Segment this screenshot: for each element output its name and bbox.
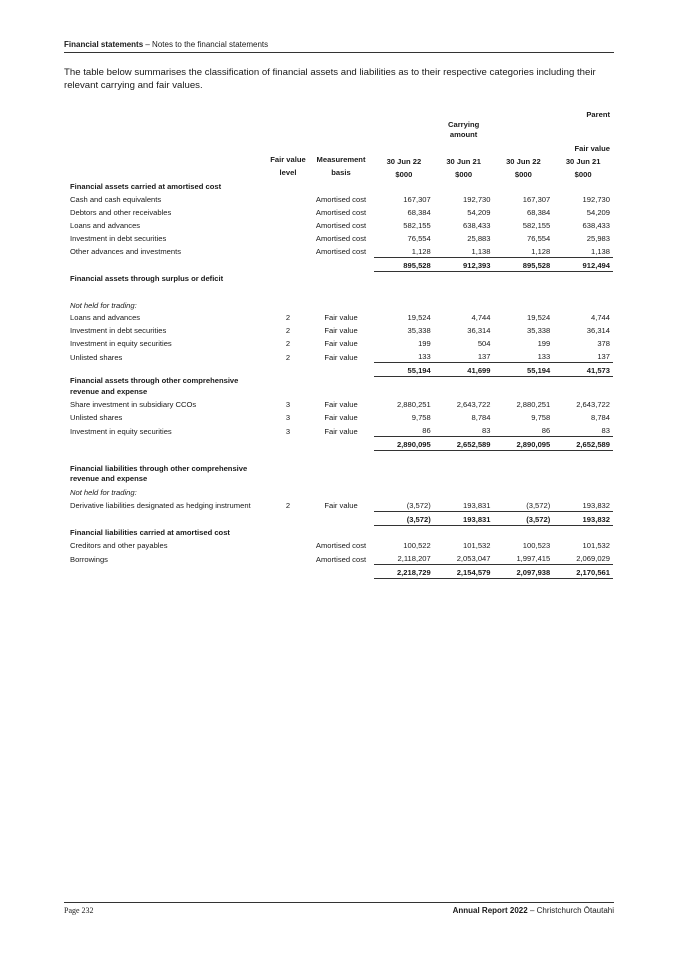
row-value: 35,338	[527, 326, 551, 336]
row-value: 167,307	[522, 195, 551, 205]
row-value: 2,643,722	[456, 400, 491, 410]
row-value: 54,209	[467, 208, 491, 218]
row-label: Investment in debt securities	[70, 326, 167, 336]
fair-value-level: 2	[285, 352, 291, 362]
spacer-row	[70, 451, 613, 464]
empty-cell	[268, 298, 308, 311]
row-value: 101,532	[463, 541, 491, 551]
fair-value-level: 3	[285, 413, 291, 423]
section-heading: Financial liabilities through other comprehensive revenue and expense	[70, 463, 248, 484]
row-value: 2,118,207	[397, 554, 431, 564]
spacer-cell	[70, 451, 613, 464]
row-value: 1,138	[590, 246, 610, 256]
table-body	[70, 180, 613, 579]
section-heading: Financial liabilities carried at amortised cost	[70, 527, 230, 537]
row-value: 192,730	[463, 195, 491, 205]
measurement-basis: Amortised cost	[315, 195, 367, 205]
row-value: 25,883	[467, 234, 491, 244]
empty-cell	[553, 180, 613, 193]
carrying-amount-header: Carrying amount	[448, 119, 480, 140]
row-value: 1,128	[411, 246, 431, 256]
row-label: Derivative liabilities designated as hedging instrument	[70, 500, 251, 510]
subtotal-value: 2,890,095	[494, 437, 554, 451]
measurement-basis: Fair value	[324, 413, 358, 423]
fair-value-level: 2	[285, 501, 291, 511]
fair-value-level	[268, 551, 308, 564]
empty-cell	[70, 437, 268, 451]
empty-cell	[308, 525, 374, 538]
row-value: 133	[537, 352, 551, 362]
fair-value-level	[268, 218, 308, 231]
row-value: 9,758	[411, 413, 431, 423]
spacer-row	[70, 285, 613, 298]
empty-cell	[434, 271, 494, 284]
section-heading-row	[70, 464, 613, 485]
table-row	[70, 231, 613, 244]
table-row	[70, 410, 613, 423]
row-value: 2,880,251	[516, 400, 551, 410]
empty-cell	[374, 376, 434, 397]
row-value: 137	[597, 352, 610, 362]
empty-cell	[494, 180, 554, 193]
measurement-basis: Fair value	[324, 426, 358, 436]
fair-value-level: 3	[285, 400, 291, 410]
row-value: 35,338	[407, 326, 431, 336]
fair-value-level	[268, 538, 308, 551]
measurement-basis: Amortised cost	[315, 234, 367, 244]
measurement-basis: Fair value	[324, 352, 358, 362]
measurement-basis: Fair value	[324, 339, 358, 349]
measurement-basis: Fair value	[324, 400, 358, 410]
fair-value-level: 2	[285, 339, 291, 349]
subtotal-value: (3,572)	[494, 511, 554, 525]
row-value: 137	[477, 352, 491, 362]
empty-cell	[268, 485, 308, 498]
subtotal-value: 912,494	[553, 257, 613, 271]
row-label: Share investment in subsidiary CCOs	[70, 400, 197, 410]
footer-report	[453, 906, 614, 915]
intro-paragraph: The table below summarises the classification of financial assets and liabilities as to their respective categories including their relevant carrying and fair values.	[64, 67, 596, 91]
row-value: 193,832	[582, 500, 610, 510]
measurement-basis: Fair value	[324, 326, 358, 336]
empty-cell	[268, 437, 308, 451]
section-heading: Financial assets through surplus or deficit	[70, 274, 224, 284]
section-heading-row	[70, 525, 613, 538]
empty-cell	[374, 525, 434, 538]
measurement-basis: Amortised cost	[315, 554, 367, 564]
empty-cell	[553, 464, 613, 485]
empty-cell	[434, 485, 494, 498]
fair-value-level	[268, 231, 308, 244]
empty-cell	[268, 565, 308, 579]
empty-cell	[374, 271, 434, 284]
row-value: 4,744	[471, 313, 491, 323]
subtotal-value: 41,699	[434, 363, 494, 377]
measurement-basis: Amortised cost	[315, 221, 367, 231]
row-value: 8,784	[471, 413, 491, 423]
empty-cell	[553, 271, 613, 284]
measurement-basis: Fair value	[324, 501, 358, 511]
row-value: 25,983	[586, 234, 610, 244]
empty-cell	[70, 257, 268, 271]
row-value: 8,784	[590, 413, 610, 423]
row-value: (3,572)	[406, 500, 431, 510]
row-value: 638,433	[463, 221, 491, 231]
table-row	[70, 192, 613, 205]
empty-cell	[70, 363, 268, 377]
row-label: Investment in equity securities	[70, 339, 172, 349]
empty-cell	[553, 485, 613, 498]
date-header-2: 30 Jun 21	[446, 156, 481, 166]
row-value: 582,155	[522, 221, 551, 231]
page-number: Page 232	[64, 906, 94, 915]
empty-cell	[268, 464, 308, 485]
empty-cell	[494, 485, 554, 498]
empty-cell	[434, 180, 494, 193]
row-label: Cash and cash equivalents	[70, 195, 162, 205]
subtotal-value: 912,393	[434, 257, 494, 271]
row-value: 199	[537, 339, 551, 349]
row-value: 76,554	[407, 234, 431, 244]
section-heading: Financial assets carried at amortised cost	[70, 181, 222, 191]
subtotal-value: 41,573	[553, 363, 613, 377]
subheading: Not held for trading:	[70, 300, 137, 310]
empty-cell	[374, 485, 434, 498]
table-row	[70, 205, 613, 218]
empty-cell	[268, 511, 308, 525]
empty-cell	[308, 376, 374, 397]
unit-header-3: $000	[514, 169, 532, 179]
row-value: 4,744	[590, 313, 610, 323]
row-value: (3,572)	[526, 500, 551, 510]
row-label: Other advances and investments	[70, 247, 182, 257]
row-value: 101,532	[582, 541, 610, 551]
row-label: Loans and advances	[70, 313, 141, 323]
subtotal-row	[70, 437, 613, 451]
section-heading: Financial assets through other comprehensive revenue and expense	[70, 376, 239, 396]
subtotal-row	[70, 565, 613, 579]
row-value: 1,128	[531, 246, 551, 256]
empty-cell	[494, 376, 554, 397]
subtotal-value: 55,194	[494, 363, 554, 377]
row-label: Borrowings	[70, 554, 108, 564]
table-row	[70, 336, 613, 349]
subtotal-value: 2,170,561	[553, 565, 613, 579]
row-value: 2,053,047	[456, 554, 491, 564]
subtotal-value: 895,528	[374, 257, 434, 271]
empty-cell	[434, 298, 494, 311]
empty-cell	[374, 298, 434, 311]
subtotal-value: 55,194	[374, 363, 434, 377]
empty-cell	[268, 525, 308, 538]
table-row	[70, 323, 613, 336]
row-value: 54,209	[586, 208, 610, 218]
row-value: 86	[422, 426, 431, 436]
fair-value-header: Fair value	[574, 143, 610, 153]
subtotal-value: (3,572)	[374, 511, 434, 525]
measurement-basis: Amortised cost	[315, 208, 367, 218]
empty-cell	[308, 180, 374, 193]
page-footer	[64, 902, 614, 915]
empty-cell	[308, 437, 374, 451]
subtotal-value: 2,097,938	[494, 565, 554, 579]
fair-value-level	[268, 192, 308, 205]
empty-cell	[374, 180, 434, 193]
row-value: 19,524	[407, 313, 431, 323]
row-label: Investment in debt securities	[70, 234, 167, 244]
empty-cell	[268, 363, 308, 377]
subtotal-value: 193,832	[553, 511, 613, 525]
row-value: 9,758	[531, 413, 551, 423]
row-value: 1,138	[471, 246, 491, 256]
table-row	[70, 423, 613, 436]
row-value: 83	[601, 426, 610, 436]
unit-header-2: $000	[455, 169, 473, 179]
row-value: 133	[418, 352, 431, 362]
empty-cell	[553, 376, 613, 397]
empty-cell	[308, 464, 374, 485]
row-value: 2,880,251	[396, 400, 431, 410]
empty-cell	[434, 376, 494, 397]
table-row	[70, 498, 613, 511]
empty-cell	[308, 363, 374, 377]
fair-value-level: 3	[285, 426, 291, 436]
row-value: 1,997,415	[516, 554, 551, 564]
unit-header-4: $000	[574, 169, 592, 179]
row-value: 19,524	[527, 313, 551, 323]
parent-header: Parent	[586, 109, 610, 119]
fair-value-level-header: Fair value level	[270, 154, 306, 177]
report-city: – Christchurch Ōtautahi	[529, 906, 614, 915]
spacer-cell	[70, 285, 613, 298]
row-value: 86	[541, 426, 551, 436]
row-value: 504	[477, 339, 491, 349]
subtotal-value: 2,890,095	[374, 437, 434, 451]
row-value: 68,384	[527, 208, 551, 218]
date-header-1: 30 Jun 22	[386, 156, 422, 166]
row-value: 582,155	[403, 221, 431, 231]
table-row	[70, 244, 613, 257]
subtotal-row	[70, 511, 613, 525]
row-label: Unlisted shares	[70, 352, 123, 362]
empty-cell	[494, 525, 554, 538]
row-value: 192,730	[582, 195, 610, 205]
table-row	[70, 218, 613, 231]
row-value: 100,523	[522, 541, 551, 551]
empty-cell	[494, 298, 554, 311]
empty-cell	[308, 298, 374, 311]
subtotal-row	[70, 363, 613, 377]
subheading-row	[70, 485, 613, 498]
measurement-basis-header: Measurement basis	[316, 154, 366, 177]
empty-cell	[434, 464, 494, 485]
empty-cell	[308, 485, 374, 498]
header-subtitle: – Notes to the financial statements	[145, 40, 269, 49]
subtotal-value: 2,652,589	[434, 437, 494, 451]
row-value: 2,069,029	[576, 554, 610, 564]
row-label: Loans and advances	[70, 221, 141, 231]
row-label: Debtors and other receivables	[70, 208, 172, 218]
row-value: 100,522	[403, 541, 431, 551]
row-label: Unlisted shares	[70, 413, 123, 423]
fair-value-level	[268, 244, 308, 257]
table-row	[70, 538, 613, 551]
subtotal-value: 2,218,729	[374, 565, 434, 579]
subheading-row	[70, 298, 613, 311]
row-label: Creditors and other payables	[70, 541, 168, 551]
empty-cell	[70, 511, 268, 525]
fair-value-level	[268, 205, 308, 218]
fair-value-level: 2	[285, 313, 291, 323]
row-value: 167,307	[403, 195, 431, 205]
row-value: 638,433	[582, 221, 610, 231]
row-value: 76,554	[527, 234, 551, 244]
empty-cell	[308, 271, 374, 284]
empty-cell	[308, 257, 374, 271]
subtotal-value: 895,528	[494, 257, 554, 271]
subtotal-row	[70, 257, 613, 271]
row-value: 83	[482, 426, 491, 436]
measurement-basis: Amortised cost	[315, 541, 367, 551]
empty-cell	[374, 464, 434, 485]
empty-cell	[70, 565, 268, 579]
row-value: 2,643,722	[576, 400, 610, 410]
financial-instruments-table	[70, 107, 613, 579]
empty-cell	[494, 464, 554, 485]
empty-cell	[434, 525, 494, 538]
subheading: Not held for trading:	[70, 487, 137, 497]
fair-value-level: 2	[285, 326, 291, 336]
date-header-3: 30 Jun 22	[506, 156, 541, 166]
empty-cell	[494, 271, 554, 284]
section-heading-row	[70, 180, 613, 193]
measurement-basis: Fair value	[324, 313, 358, 323]
page-header	[64, 40, 614, 53]
empty-cell	[553, 298, 613, 311]
header-section: Financial statements	[64, 40, 144, 49]
measurement-basis: Amortised cost	[315, 247, 367, 257]
empty-cell	[268, 257, 308, 271]
unit-header-1: $000	[395, 169, 413, 179]
empty-cell	[268, 376, 308, 397]
row-value: 36,314	[586, 326, 610, 336]
date-header-4: 30 Jun 21	[565, 156, 601, 166]
table-row	[70, 397, 613, 410]
row-value: 199	[418, 339, 431, 349]
subtotal-value: 2,154,579	[434, 565, 494, 579]
empty-cell	[553, 525, 613, 538]
section-heading-row	[70, 271, 613, 284]
table-row	[70, 311, 613, 324]
table-row	[70, 349, 613, 362]
row-value: 36,314	[467, 326, 491, 336]
row-value: 378	[597, 339, 610, 349]
report-title: Annual Report 2022	[452, 906, 528, 915]
row-label: Investment in equity securities	[70, 426, 172, 436]
section-heading-row	[70, 376, 613, 397]
table-row	[70, 551, 613, 564]
subtotal-value: 193,831	[434, 511, 494, 525]
empty-cell	[308, 565, 374, 579]
empty-cell	[308, 511, 374, 525]
row-value: 68,384	[407, 208, 431, 218]
subtotal-value: 2,652,589	[553, 437, 613, 451]
empty-cell	[268, 180, 308, 193]
empty-cell	[268, 271, 308, 284]
row-value: 193,831	[463, 500, 491, 510]
